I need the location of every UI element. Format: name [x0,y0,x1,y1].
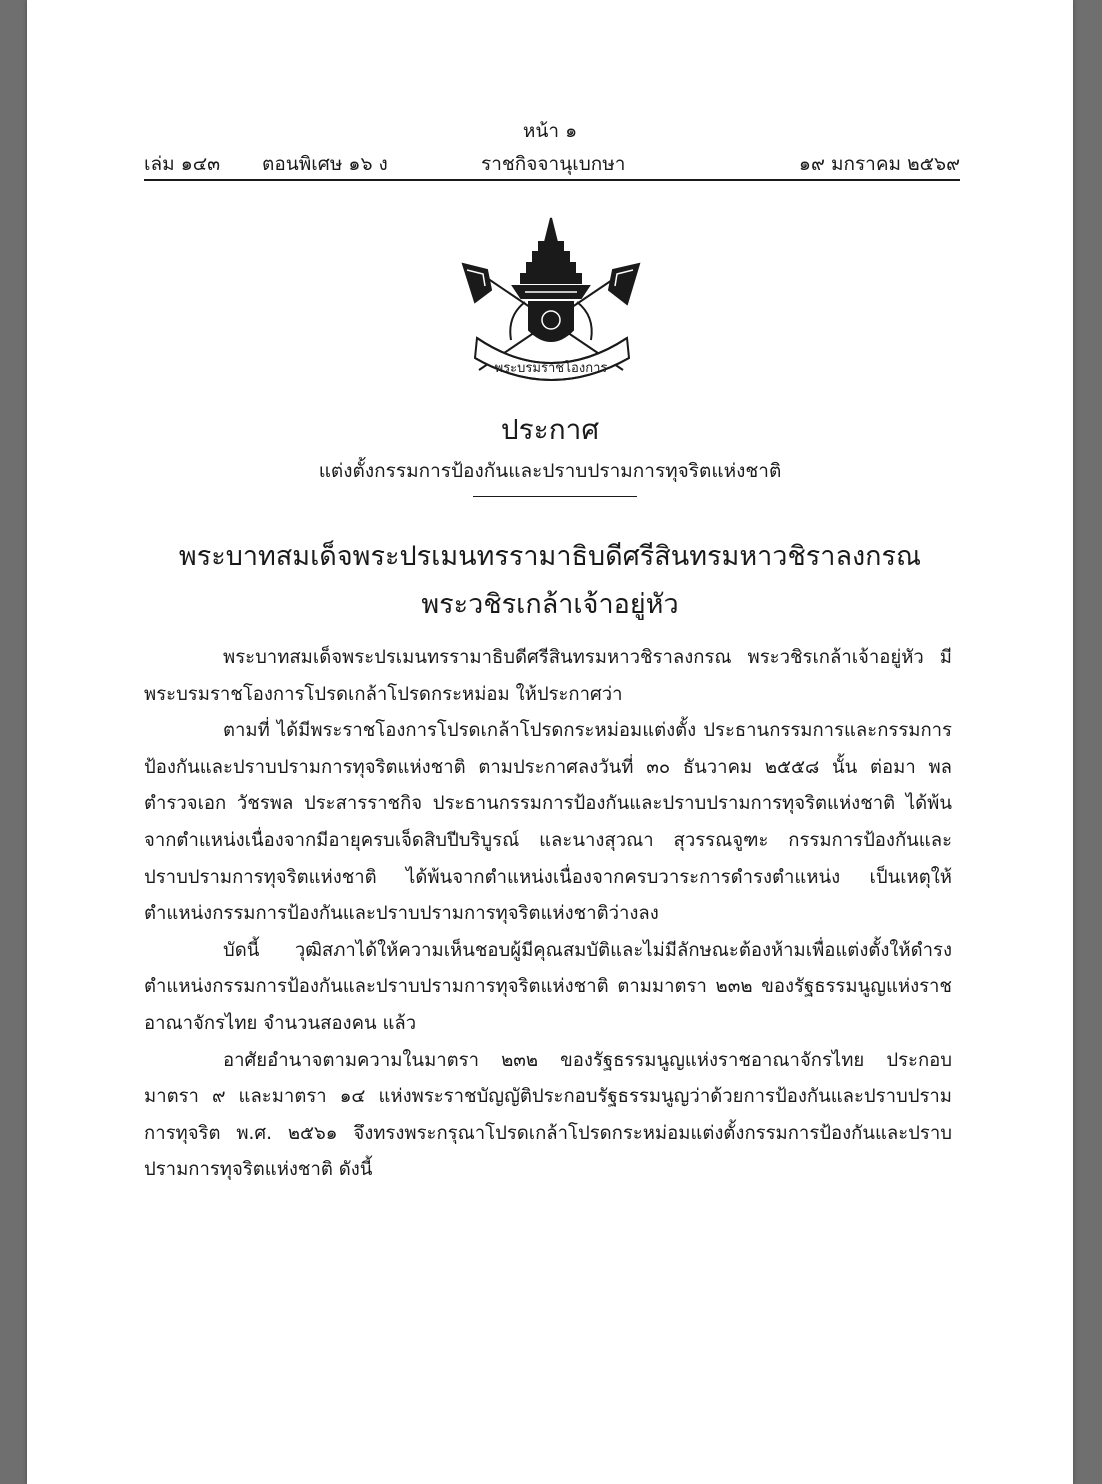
title-divider [473,496,637,497]
page-number: หน้า ๑ [522,120,578,142]
publication-date: ๑๙ มกราคม ๒๕๖๙ [798,153,960,175]
volume-number: เล่ม ๑๔๓ [144,153,221,175]
king-name-line-2: พระวชิรเกล้าเจ้าอยู่หัว [421,589,679,620]
body-paragraph: ตามที่ ได้มีพระราชโองการโปรดเกล้าโปรดกระหม่อมแต่งตั้ง ประธานกรรมการและกรรมการป้องกันและปราบปรามการทุจริตแห่งชาติ ตามประกาศลงวันที่ ๓๐ ธันวาคม ๒๕๕๘ นั้น ต่อมา พลตำรวจเอก วัชรพล ประสารราชกิจ ประธานกรรมการป้องกันและปราบปรามการทุจริตแห่งชาติ ได้พ้นจากตำแหน่งเนื่องจากมีอายุครบเจ็ดสิบปีบริบูรณ์ และนางสุวณา สุวรรณจูฑะ กรรมการป้องกันและปราบปรามการทุจริตแห่งชาติ ได้พ้นจากตำแหน่งเนื่องจากครบวาระการดำรงตำแหน่ง เป็นเหตุให้ตำแหน่งกรรมการป้องกันและปราบปรามการทุจริตแห่งชาติว่างลง [144,720,952,925]
announcement-title: ประกาศ [500,413,600,446]
king-name-line-1: พระบาทสมเด็จพระปรเมนทรรามาธิบดีศรีสินทรมหาวชิราลงกรณ [178,541,922,572]
body-paragraph: พระบาทสมเด็จพระปรเมนทรรามาธิบดีศรีสินทรมหาวชิราลงกรณ พระวชิรเกล้าเจ้าอยู่หัว มีพระบรมราชโองการโปรดเกล้าโปรดกระหม่อม ให้ประกาศว่า [144,647,952,705]
announcement-body [144,640,952,1189]
publication-name: ราชกิจจานุเบกษา [481,153,626,175]
gazette-header [144,145,960,181]
issue-number: ตอนพิเศษ ๑๖ ง [262,153,388,175]
document-page [27,0,1073,1484]
body-paragraph: บัดนี้ วุฒิสภาได้ให้ความเห็นชอบผู้มีคุณสมบัติและไม่มีลักษณะต้องห้ามเพื่อแต่งตั้งให้ดำรงตำแหน่งกรรมการป้องกันและปราบปรามการทุจริตแห่งชาติ ตามมาตรา ๒๓๒ ของรัฐธรรมนูญแห่งราชอาณาจักรไทย จำนวนสองคน แล้ว [144,939,952,1034]
seal-inscription: พระบรมราชโองการ [494,361,608,376]
royal-seal-icon [441,212,661,384]
announcement-subtitle: แต่งตั้งกรรมการป้องกันและปราบปรามการทุจริตแห่งชาติ [318,460,782,482]
body-paragraph: อาศัยอำนาจตามความในมาตรา ๒๓๒ ของรัฐธรรมนูญแห่งราชอาณาจักรไทย ประกอบมาตรา ๙ และมาตรา ๑๔ แห่งพระราชบัญญัติประกอบรัฐธรรมนูญว่าด้วยการป้องกันและปราบปรามการทุจริต พ.ศ. ๒๕๖๑ จึงทรงพระกรุณาโปรดเกล้าโปรดกระหม่อมแต่งตั้งกรรมการป้องกันและปราบปรามการทุจริตแห่งชาติ ดังนี้ [144,1049,952,1181]
